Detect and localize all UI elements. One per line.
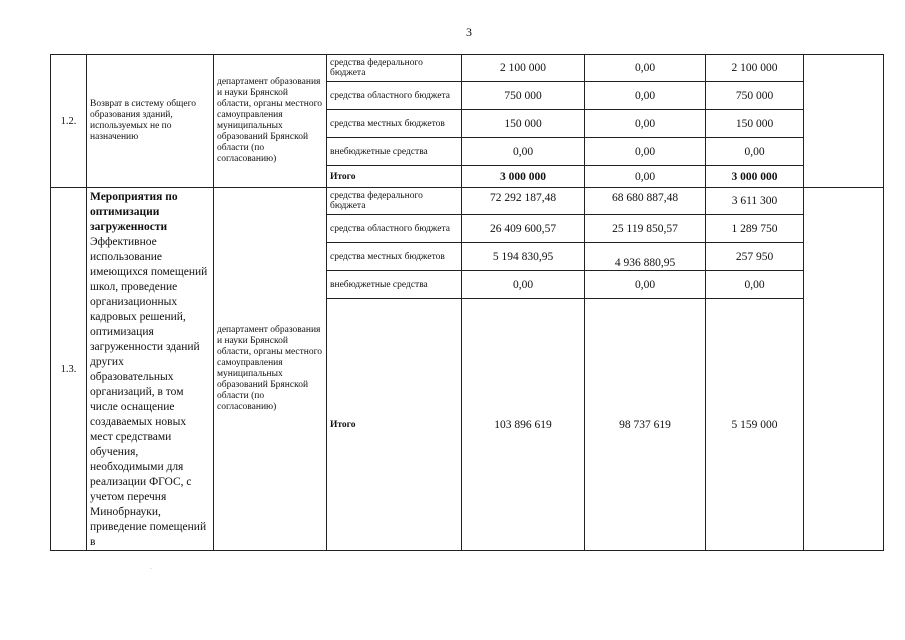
value-cell: 5 194 830,95 xyxy=(462,243,585,271)
total-value: 5 159 000 xyxy=(706,299,804,551)
value-cell: 750 000 xyxy=(462,82,585,110)
value-cell: 2 100 000 xyxy=(706,55,804,82)
total-value: 98 737 619 xyxy=(585,299,706,551)
value-cell: 0,00 xyxy=(462,271,585,299)
value-cell: 1 289 750 xyxy=(706,215,804,243)
total-value: 3 000 000 xyxy=(706,166,804,188)
row-number: 1.3. xyxy=(51,188,87,551)
funding-source: средства областного бюджета xyxy=(327,82,462,110)
value-cell: 0,00 xyxy=(706,138,804,166)
value-cell: 2 100 000 xyxy=(462,55,585,82)
table-row xyxy=(51,188,884,215)
value-cell: 72 292 187,48 xyxy=(462,188,585,215)
value-cell: 750 000 xyxy=(706,82,804,110)
funding-source: средства местных бюджетов xyxy=(327,243,462,271)
empty-cell xyxy=(804,188,884,551)
total-value: 0,00 xyxy=(585,166,706,188)
value-cell: 0,00 xyxy=(585,138,706,166)
value-cell: 0,00 xyxy=(706,271,804,299)
page-number: 3 xyxy=(466,25,472,39)
value-cell: 25 119 850,57 xyxy=(585,215,706,243)
total-label: Итого xyxy=(327,299,462,551)
value-cell: 150 000 xyxy=(706,110,804,138)
executor: департамент образования и науки Брянской области, органы местного самоуправления муниципальных образований Брянской области (по согласованию) xyxy=(214,55,327,188)
measure-title: Мероприятия по оптимизации загруженности xyxy=(90,191,178,233)
table-row xyxy=(51,55,884,82)
budget-table xyxy=(50,54,884,551)
scan-mark: . xyxy=(150,562,152,571)
total-value: 103 896 619 xyxy=(462,299,585,551)
empty-cell xyxy=(804,55,884,188)
measure-name: Возврат в систему общего образования зданий, используемых не по назначению xyxy=(87,55,214,188)
measure-name xyxy=(87,188,214,551)
value-cell: 0,00 xyxy=(585,110,706,138)
value-cell: 3 611 300 xyxy=(706,188,804,215)
funding-source: внебюджетные средства xyxy=(327,138,462,166)
funding-source: средства местных бюджетов xyxy=(327,110,462,138)
value-cell: 0,00 xyxy=(585,55,706,82)
value-cell: 26 409 600,57 xyxy=(462,215,585,243)
value-cell: 0,00 xyxy=(462,138,585,166)
row-number: 1.2. xyxy=(51,55,87,188)
funding-source: средства федерального бюджета xyxy=(327,55,462,82)
total-label: Итого xyxy=(327,166,462,188)
measure-description: Эффективное использование имеющихся помещений школ, проведение организационных кадровых решений, оптимизация загруженности зданий других образовательных организаций, в том числе оснащение создаваемых новых мест средствами обучения, необходимыми для реализации ФГОС, с учетом перечня Минобрнауки, приведение помещений в xyxy=(90,236,208,548)
value-cell: 68 680 887,48 xyxy=(585,188,706,215)
funding-source: средства федерального бюджета xyxy=(327,188,462,215)
executor: департамент образования и науки Брянской области, органы местного самоуправления муниципальных образований Брянской области (по согласованию) xyxy=(214,188,327,551)
total-value: 3 000 000 xyxy=(462,166,585,188)
value-cell: 257 950 xyxy=(706,243,804,271)
value-cell: 4 936 880,95 xyxy=(585,243,706,271)
value-cell: 0,00 xyxy=(585,82,706,110)
funding-source: внебюджетные средства xyxy=(327,271,462,299)
value-cell: 0,00 xyxy=(585,271,706,299)
value-cell: 150 000 xyxy=(462,110,585,138)
funding-source: средства областного бюджета xyxy=(327,215,462,243)
